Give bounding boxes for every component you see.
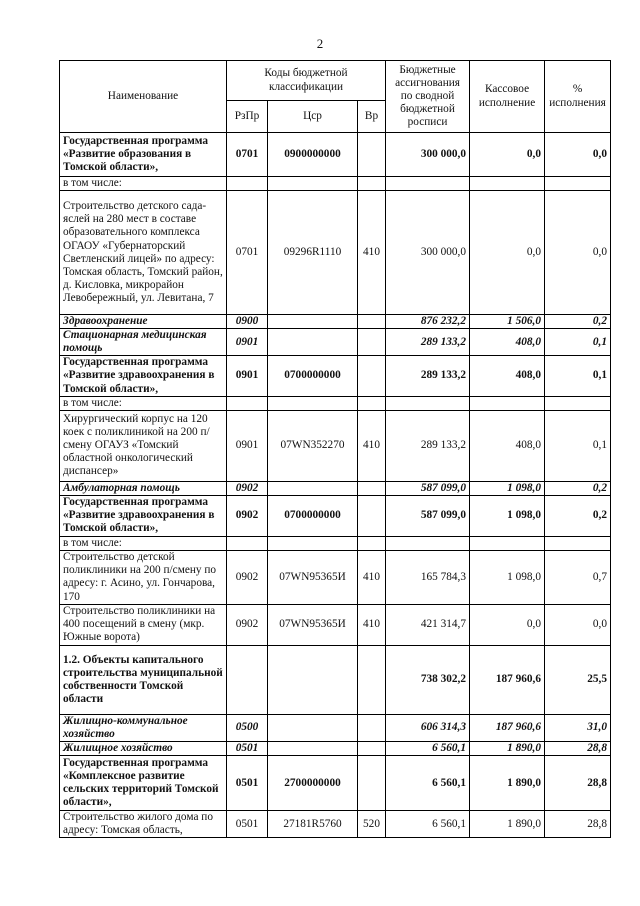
header-csr: Цср: [268, 101, 358, 133]
cell-csr: 0700000000: [268, 356, 358, 396]
cell-vr: [358, 356, 386, 396]
table-row: [60, 396, 611, 410]
cell-vr: 410: [358, 550, 386, 604]
cell-percent: 0,0: [545, 604, 611, 645]
table-row: [60, 133, 611, 177]
cell-percent: 0,2: [545, 315, 611, 329]
cell-name: в том числе:: [60, 177, 227, 191]
table-body: [60, 133, 611, 838]
cell-assignments: 587 099,0: [386, 495, 470, 536]
cell-cash-execution: 1 890,0: [470, 742, 545, 756]
cell-vr: [358, 645, 386, 714]
cell-vr: 410: [358, 410, 386, 481]
cell-vr: [358, 481, 386, 495]
cell-assignments: [386, 536, 470, 550]
cell-percent: [545, 177, 611, 191]
cell-rzpr: 0701: [227, 133, 268, 177]
cell-cash-execution: 1 098,0: [470, 495, 545, 536]
cell-vr: [358, 495, 386, 536]
cell-cash-execution: 187 960,6: [470, 645, 545, 714]
table-row: [60, 356, 611, 396]
cell-assignments: [386, 396, 470, 410]
header-codes: Коды бюджетной классификации: [227, 61, 386, 101]
cell-csr: [268, 481, 358, 495]
cell-csr: [268, 177, 358, 191]
header-vr: Вр: [358, 101, 386, 133]
cell-name: в том числе:: [60, 536, 227, 550]
cell-assignments: 289 133,2: [386, 410, 470, 481]
cell-name: Государственная программа «Развитие здравоохранения в Томской области»,: [60, 356, 227, 396]
header-percent: % исполнения: [545, 61, 611, 133]
cell-cash-execution: 0,0: [470, 604, 545, 645]
cell-assignments: 300 000,0: [386, 133, 470, 177]
cell-assignments: 289 133,2: [386, 356, 470, 396]
cell-csr: [268, 315, 358, 329]
cell-cash-execution: [470, 396, 545, 410]
cell-csr: [268, 536, 358, 550]
cell-name: Амбулаторная помощь: [60, 481, 227, 495]
cell-name: Жилищное хозяйство: [60, 742, 227, 756]
cell-percent: 28,8: [545, 742, 611, 756]
cell-name: Строительство поликлиники на 400 посещений в смену (мкр. Южные ворота): [60, 604, 227, 645]
table-row: [60, 756, 611, 811]
cell-percent: 0,7: [545, 550, 611, 604]
cell-csr: [268, 742, 358, 756]
cell-name: Стационарная медицинская помощь: [60, 329, 227, 356]
cell-rzpr: 0501: [227, 756, 268, 811]
cell-csr: [268, 645, 358, 714]
cell-rzpr: [227, 536, 268, 550]
cell-assignments: 421 314,7: [386, 604, 470, 645]
cell-cash-execution: 408,0: [470, 329, 545, 356]
cell-percent: 25,5: [545, 645, 611, 714]
cell-csr: 07WN352270: [268, 410, 358, 481]
cell-percent: 0,2: [545, 495, 611, 536]
table-row: [60, 177, 611, 191]
cell-vr: [358, 315, 386, 329]
table-row: [60, 604, 611, 645]
table-row: [60, 329, 611, 356]
cell-vr: [358, 714, 386, 741]
cell-percent: 28,8: [545, 811, 611, 838]
cell-percent: 28,8: [545, 756, 611, 811]
cell-cash-execution: 1 098,0: [470, 550, 545, 604]
cell-name: Жилищно-коммунальное хозяйство: [60, 714, 227, 741]
cell-rzpr: [227, 396, 268, 410]
cell-rzpr: 0900: [227, 315, 268, 329]
cell-percent: 0,1: [545, 410, 611, 481]
cell-cash-execution: 187 960,6: [470, 714, 545, 741]
cell-percent: [545, 536, 611, 550]
cell-name: Здравоохранение: [60, 315, 227, 329]
cell-assignments: 606 314,3: [386, 714, 470, 741]
table-row: [60, 315, 611, 329]
table-row: [60, 481, 611, 495]
table-row: [60, 410, 611, 481]
table-row: [60, 536, 611, 550]
cell-percent: 0,2: [545, 481, 611, 495]
cell-csr: [268, 329, 358, 356]
cell-cash-execution: 1 098,0: [470, 481, 545, 495]
cell-assignments: [386, 177, 470, 191]
cell-rzpr: 0902: [227, 604, 268, 645]
cell-percent: 0,1: [545, 356, 611, 396]
table-row: [60, 495, 611, 536]
cell-percent: 0,1: [545, 329, 611, 356]
cell-csr: [268, 714, 358, 741]
cell-vr: [358, 756, 386, 811]
cell-percent: 0,0: [545, 133, 611, 177]
budget-table: [59, 60, 611, 838]
cell-csr: 27181R5760: [268, 811, 358, 838]
cell-cash-execution: 408,0: [470, 410, 545, 481]
cell-assignments: 876 232,2: [386, 315, 470, 329]
cell-name: в том числе:: [60, 396, 227, 410]
cell-name: Строительство детского сада-яслей на 280 мест в составе образовательного комплекса ОГАОУ «Губернаторский Светленский лицей» по адресу: Томская область, Томский район, д. Кисловка, микрорайон Левобережный, ул. Левитана, 7: [60, 191, 227, 315]
cell-rzpr: [227, 177, 268, 191]
cell-assignments: 738 302,2: [386, 645, 470, 714]
cell-rzpr: 0901: [227, 329, 268, 356]
cell-name: Государственная программа «Развитие здравоохранения в Томской области»,: [60, 495, 227, 536]
table-row: [60, 714, 611, 741]
cell-assignments: 289 133,2: [386, 329, 470, 356]
cell-csr: 07WN95365И: [268, 550, 358, 604]
cell-cash-execution: [470, 536, 545, 550]
cell-vr: [358, 177, 386, 191]
cell-assignments: 587 099,0: [386, 481, 470, 495]
cell-vr: [358, 536, 386, 550]
table-row: [60, 645, 611, 714]
cell-assignments: 300 000,0: [386, 191, 470, 315]
cell-vr: [358, 133, 386, 177]
cell-rzpr: 0902: [227, 481, 268, 495]
table-row: [60, 550, 611, 604]
cell-cash-execution: 0,0: [470, 133, 545, 177]
table-row: [60, 742, 611, 756]
cell-rzpr: 0901: [227, 410, 268, 481]
cell-percent: 31,0: [545, 714, 611, 741]
cell-rzpr: 0902: [227, 495, 268, 536]
cell-cash-execution: [470, 177, 545, 191]
cell-csr: [268, 396, 358, 410]
cell-vr: 520: [358, 811, 386, 838]
cell-rzpr: [227, 645, 268, 714]
cell-cash-execution: 1 890,0: [470, 811, 545, 838]
cell-name: Государственная программа «Развитие образования в Томской области»,: [60, 133, 227, 177]
table-row: [60, 811, 611, 838]
cell-csr: 09296R1110: [268, 191, 358, 315]
cell-vr: [358, 396, 386, 410]
cell-percent: [545, 396, 611, 410]
cell-rzpr: 0500: [227, 714, 268, 741]
cell-csr: 0700000000: [268, 495, 358, 536]
cell-cash-execution: 0,0: [470, 191, 545, 315]
cell-rzpr: 0901: [227, 356, 268, 396]
header-assignments: Бюджетные ассигнования по сводной бюджетной росписи: [386, 61, 470, 133]
page-number: 2: [316, 36, 324, 51]
cell-percent: 0,0: [545, 191, 611, 315]
cell-csr: 0900000000: [268, 133, 358, 177]
cell-csr: 2700000000: [268, 756, 358, 811]
cell-name: Хирургический корпус на 120 коек с поликлиникой на 200 п/смену ОГАУЗ «Томский областной онкологический диспансер»: [60, 410, 227, 481]
header-cash-execution: Кассовое исполнение: [470, 61, 545, 133]
cell-vr: 410: [358, 191, 386, 315]
cell-csr: 07WN95365И: [268, 604, 358, 645]
cell-assignments: 6 560,1: [386, 742, 470, 756]
cell-name: 1.2. Объекты капитального строительства муниципальной собственности Томской области: [60, 645, 227, 714]
cell-assignments: 165 784,3: [386, 550, 470, 604]
cell-rzpr: 0902: [227, 550, 268, 604]
cell-rzpr: 0501: [227, 742, 268, 756]
cell-cash-execution: 408,0: [470, 356, 545, 396]
cell-name: Строительство детской поликлиники на 200 п/смену по адресу: г. Асино, ул. Гончарова, 170: [60, 550, 227, 604]
table-row: [60, 191, 611, 315]
cell-assignments: 6 560,1: [386, 811, 470, 838]
cell-name: Строительство жилого дома по адресу: Томская область,: [60, 811, 227, 838]
cell-cash-execution: 1 890,0: [470, 756, 545, 811]
cell-vr: 410: [358, 604, 386, 645]
cell-rzpr: 0701: [227, 191, 268, 315]
cell-rzpr: 0501: [227, 811, 268, 838]
cell-cash-execution: 1 506,0: [470, 315, 545, 329]
cell-vr: [358, 329, 386, 356]
header-rzpr: РзПр: [227, 101, 268, 133]
cell-assignments: 6 560,1: [386, 756, 470, 811]
cell-name: Государственная программа «Комплексное развитие сельских территорий Томской области»,: [60, 756, 227, 811]
header-name: Наименование: [60, 61, 227, 133]
cell-vr: [358, 742, 386, 756]
